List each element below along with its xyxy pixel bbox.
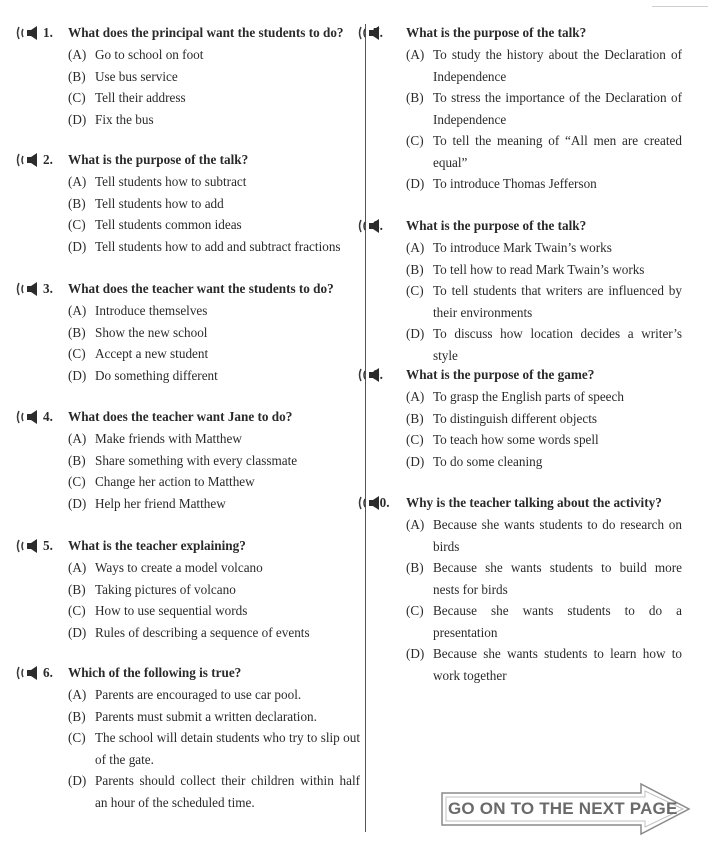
option-label: (D) bbox=[406, 326, 425, 341]
question-text: What is the purpose of the talk? bbox=[406, 25, 587, 40]
option-text: Tell students how to add and subtract fractions bbox=[95, 238, 341, 254]
speaker-icon[interactable] bbox=[16, 152, 40, 168]
option-text: Tell students common ideas bbox=[95, 217, 242, 232]
option-text: To tell students that writers are influenced by their environments bbox=[433, 283, 682, 320]
option-label: (D) bbox=[68, 773, 87, 788]
option-label: (D) bbox=[406, 646, 425, 661]
question-8 bbox=[358, 217, 688, 366]
question-number: 1. bbox=[43, 25, 53, 40]
option-label: (C) bbox=[406, 432, 424, 447]
answer-option[interactable] bbox=[68, 365, 360, 387]
option-label: (D) bbox=[68, 495, 87, 511]
option-label: (B) bbox=[406, 410, 424, 426]
option-label: (A) bbox=[68, 47, 87, 62]
option-text: To distinguish different objects bbox=[433, 410, 598, 426]
option-label: (C) bbox=[68, 730, 86, 745]
option-label: (A) bbox=[406, 517, 425, 532]
answer-option[interactable] bbox=[406, 259, 682, 281]
option-text: How to use sequential words bbox=[95, 603, 248, 618]
option-text: To tell how to read Mark Twain’s works bbox=[433, 261, 645, 277]
speaker-icon[interactable] bbox=[16, 409, 40, 425]
option-label: (D) bbox=[68, 111, 87, 127]
option-label: (A) bbox=[406, 47, 425, 62]
question-header bbox=[16, 280, 360, 300]
question-4 bbox=[16, 408, 360, 514]
option-label: (B) bbox=[68, 708, 86, 724]
answer-option[interactable] bbox=[68, 684, 360, 706]
question-number: 10. bbox=[373, 495, 390, 510]
question-text: What is the purpose of the game? bbox=[406, 367, 595, 382]
question-number: 6. bbox=[43, 665, 53, 680]
answer-option[interactable] bbox=[406, 130, 682, 173]
option-label: (D) bbox=[406, 176, 425, 191]
answer-option[interactable] bbox=[68, 471, 360, 493]
option-label: (A) bbox=[68, 303, 87, 318]
option-list bbox=[68, 44, 360, 130]
option-label: (C) bbox=[406, 283, 424, 298]
question-5 bbox=[16, 537, 360, 643]
option-text: Go to school on foot bbox=[95, 47, 204, 62]
question-6 bbox=[16, 664, 360, 813]
option-label: (D) bbox=[68, 238, 87, 254]
question-header bbox=[16, 408, 360, 428]
option-label: (D) bbox=[68, 624, 87, 640]
option-text: Because she wants students to do a presentation bbox=[433, 603, 682, 640]
option-text: Help her friend Matthew bbox=[95, 495, 226, 511]
speaker-icon[interactable] bbox=[16, 25, 40, 41]
question-10 bbox=[358, 494, 688, 686]
answer-option[interactable] bbox=[68, 214, 360, 236]
answer-option[interactable] bbox=[406, 557, 682, 600]
option-label: (A) bbox=[406, 240, 425, 255]
option-text: Use bus service bbox=[95, 68, 178, 84]
answer-option[interactable] bbox=[68, 622, 360, 644]
option-list bbox=[406, 514, 682, 686]
question-9 bbox=[358, 366, 688, 472]
option-label: (B) bbox=[68, 68, 86, 84]
question-header bbox=[358, 24, 688, 44]
question-header bbox=[358, 494, 688, 514]
answer-option[interactable] bbox=[68, 493, 360, 515]
question-2 bbox=[16, 151, 360, 257]
option-text: Because she wants students to do research on birds bbox=[433, 517, 682, 554]
answer-option[interactable] bbox=[68, 428, 360, 450]
option-text: Share something with every classmate bbox=[95, 452, 298, 468]
speaker-icon[interactable] bbox=[16, 281, 40, 297]
option-label: (B) bbox=[68, 452, 86, 468]
speaker-icon[interactable] bbox=[16, 538, 40, 554]
answer-option[interactable] bbox=[406, 87, 682, 130]
question-number: 9. bbox=[373, 367, 383, 382]
answer-option[interactable] bbox=[68, 66, 360, 88]
option-text: Tell their address bbox=[95, 90, 186, 105]
option-label: (B) bbox=[68, 324, 86, 340]
question-header bbox=[358, 366, 688, 386]
question-7 bbox=[358, 24, 688, 195]
option-text: Introduce themselves bbox=[95, 303, 208, 318]
option-text: Do something different bbox=[95, 367, 218, 383]
answer-option[interactable] bbox=[68, 727, 360, 770]
option-list bbox=[406, 237, 682, 366]
question-header bbox=[16, 151, 360, 171]
option-label: (A) bbox=[68, 174, 87, 189]
option-text: To tell the meaning of “All men are created equal” bbox=[433, 133, 682, 170]
option-label: (C) bbox=[406, 603, 424, 618]
answer-option[interactable] bbox=[68, 343, 360, 365]
answer-option[interactable] bbox=[406, 237, 682, 259]
question-number: 4. bbox=[43, 409, 53, 424]
option-text: Show the new school bbox=[95, 324, 208, 340]
question-number: 8. bbox=[373, 218, 383, 233]
option-text: Tell students how to subtract bbox=[95, 174, 247, 189]
question-header bbox=[16, 537, 360, 557]
option-text: Taking pictures of volcano bbox=[95, 581, 236, 597]
option-text: The school will detain students who try to slip out of the gate. bbox=[95, 730, 360, 767]
option-text: Parents are encouraged to use car pool. bbox=[95, 687, 302, 702]
option-text: Because she wants students to build more nests for birds bbox=[433, 560, 682, 597]
option-text: Parents must submit a written declaration. bbox=[95, 708, 317, 724]
option-label: (C) bbox=[68, 217, 86, 232]
answer-option[interactable] bbox=[68, 236, 360, 258]
answer-option[interactable] bbox=[406, 408, 682, 430]
question-text: What is the teacher explaining? bbox=[68, 538, 246, 553]
answer-option[interactable] bbox=[68, 300, 360, 322]
option-text: Tell students how to add bbox=[95, 195, 224, 211]
option-text: To stress the importance of the Declaration of Independence bbox=[433, 90, 682, 127]
option-text: Ways to create a model volcano bbox=[95, 560, 263, 575]
answer-option[interactable] bbox=[68, 579, 360, 601]
answer-option[interactable] bbox=[406, 386, 682, 408]
option-text: To discuss how location decides a writer’s style bbox=[433, 326, 682, 363]
answer-option[interactable] bbox=[406, 514, 682, 557]
question-text: Why is the teacher talking about the activity? bbox=[406, 495, 662, 510]
answer-option[interactable] bbox=[68, 322, 360, 344]
answer-option[interactable] bbox=[406, 280, 682, 323]
option-label: (D) bbox=[406, 453, 425, 469]
option-list bbox=[68, 428, 360, 514]
question-number: 7. bbox=[373, 25, 383, 40]
speaker-icon[interactable] bbox=[16, 665, 40, 681]
option-text: Accept a new student bbox=[95, 346, 209, 361]
option-label: (A) bbox=[68, 560, 87, 575]
option-text: To introduce Thomas Jefferson bbox=[433, 176, 597, 191]
option-label: (B) bbox=[68, 195, 86, 211]
option-list bbox=[406, 386, 682, 472]
question-text: What is the purpose of the talk? bbox=[406, 218, 587, 233]
option-list bbox=[68, 300, 360, 386]
question-number: 2. bbox=[43, 152, 53, 167]
option-label: (C) bbox=[68, 346, 86, 361]
option-label: (B) bbox=[406, 90, 424, 105]
option-text: To grasp the English parts of speech bbox=[433, 389, 624, 404]
option-label: (B) bbox=[406, 261, 424, 277]
answer-option[interactable] bbox=[68, 706, 360, 728]
answer-option[interactable] bbox=[406, 323, 682, 366]
option-label: (C) bbox=[68, 603, 86, 618]
next-page-label: GO ON TO THE NEXT PAGE bbox=[448, 799, 678, 818]
answer-option[interactable] bbox=[68, 193, 360, 215]
answer-option[interactable] bbox=[406, 173, 682, 195]
option-text: Parents should collect their children within half an hour of the scheduled time. bbox=[95, 773, 360, 810]
question-text: What is the purpose of the talk? bbox=[68, 152, 249, 167]
answer-option[interactable] bbox=[68, 770, 360, 813]
question-1 bbox=[16, 24, 360, 130]
option-list bbox=[406, 44, 682, 195]
option-label: (A) bbox=[68, 431, 87, 446]
option-text: To teach how some words spell bbox=[433, 432, 599, 447]
option-label: (C) bbox=[68, 90, 86, 105]
question-number: 3. bbox=[43, 281, 53, 296]
option-label: (A) bbox=[406, 389, 425, 404]
option-text: To do some cleaning bbox=[433, 453, 543, 469]
question-header bbox=[16, 24, 360, 44]
answer-option[interactable] bbox=[68, 87, 360, 109]
question-text: What does the principal want the students to do? bbox=[68, 25, 344, 40]
answer-option[interactable] bbox=[406, 429, 682, 451]
option-list bbox=[68, 171, 360, 257]
question-number: 5. bbox=[43, 538, 53, 553]
answer-option[interactable] bbox=[68, 44, 360, 66]
question-header bbox=[358, 217, 688, 237]
option-text: To study the history about the Declaration of Independence bbox=[433, 47, 682, 84]
option-text: Because she wants students to learn how to work together bbox=[433, 646, 682, 683]
option-label: (A) bbox=[68, 687, 87, 702]
answer-option[interactable] bbox=[406, 451, 682, 473]
option-text: Fix the bus bbox=[95, 111, 154, 127]
option-label: (B) bbox=[68, 581, 86, 597]
answer-option[interactable] bbox=[68, 171, 360, 193]
option-label: (D) bbox=[68, 367, 87, 383]
question-3 bbox=[16, 280, 360, 386]
option-label: (C) bbox=[406, 133, 424, 148]
option-text: Change her action to Matthew bbox=[95, 474, 255, 489]
corner-mark bbox=[652, 0, 708, 7]
answer-option[interactable] bbox=[68, 557, 360, 579]
question-text: Which of the following is true? bbox=[68, 665, 242, 680]
option-list bbox=[68, 557, 360, 643]
answer-option[interactable] bbox=[68, 109, 360, 131]
answer-option[interactable] bbox=[406, 600, 682, 643]
option-label: (C) bbox=[68, 474, 86, 489]
question-text: What does the teacher want Jane to do? bbox=[68, 409, 293, 424]
question-header bbox=[16, 664, 360, 684]
answer-option[interactable] bbox=[68, 450, 360, 472]
question-text: What does the teacher want the students to do? bbox=[68, 281, 334, 296]
answer-option[interactable] bbox=[406, 643, 682, 686]
answer-option[interactable] bbox=[406, 44, 682, 87]
option-list bbox=[68, 684, 360, 813]
option-text: Make friends with Matthew bbox=[95, 431, 242, 446]
option-label: (B) bbox=[406, 560, 424, 575]
option-text: Rules of describing a sequence of events bbox=[95, 624, 310, 640]
answer-option[interactable] bbox=[68, 600, 360, 622]
option-text: To introduce Mark Twain’s works bbox=[433, 240, 612, 255]
